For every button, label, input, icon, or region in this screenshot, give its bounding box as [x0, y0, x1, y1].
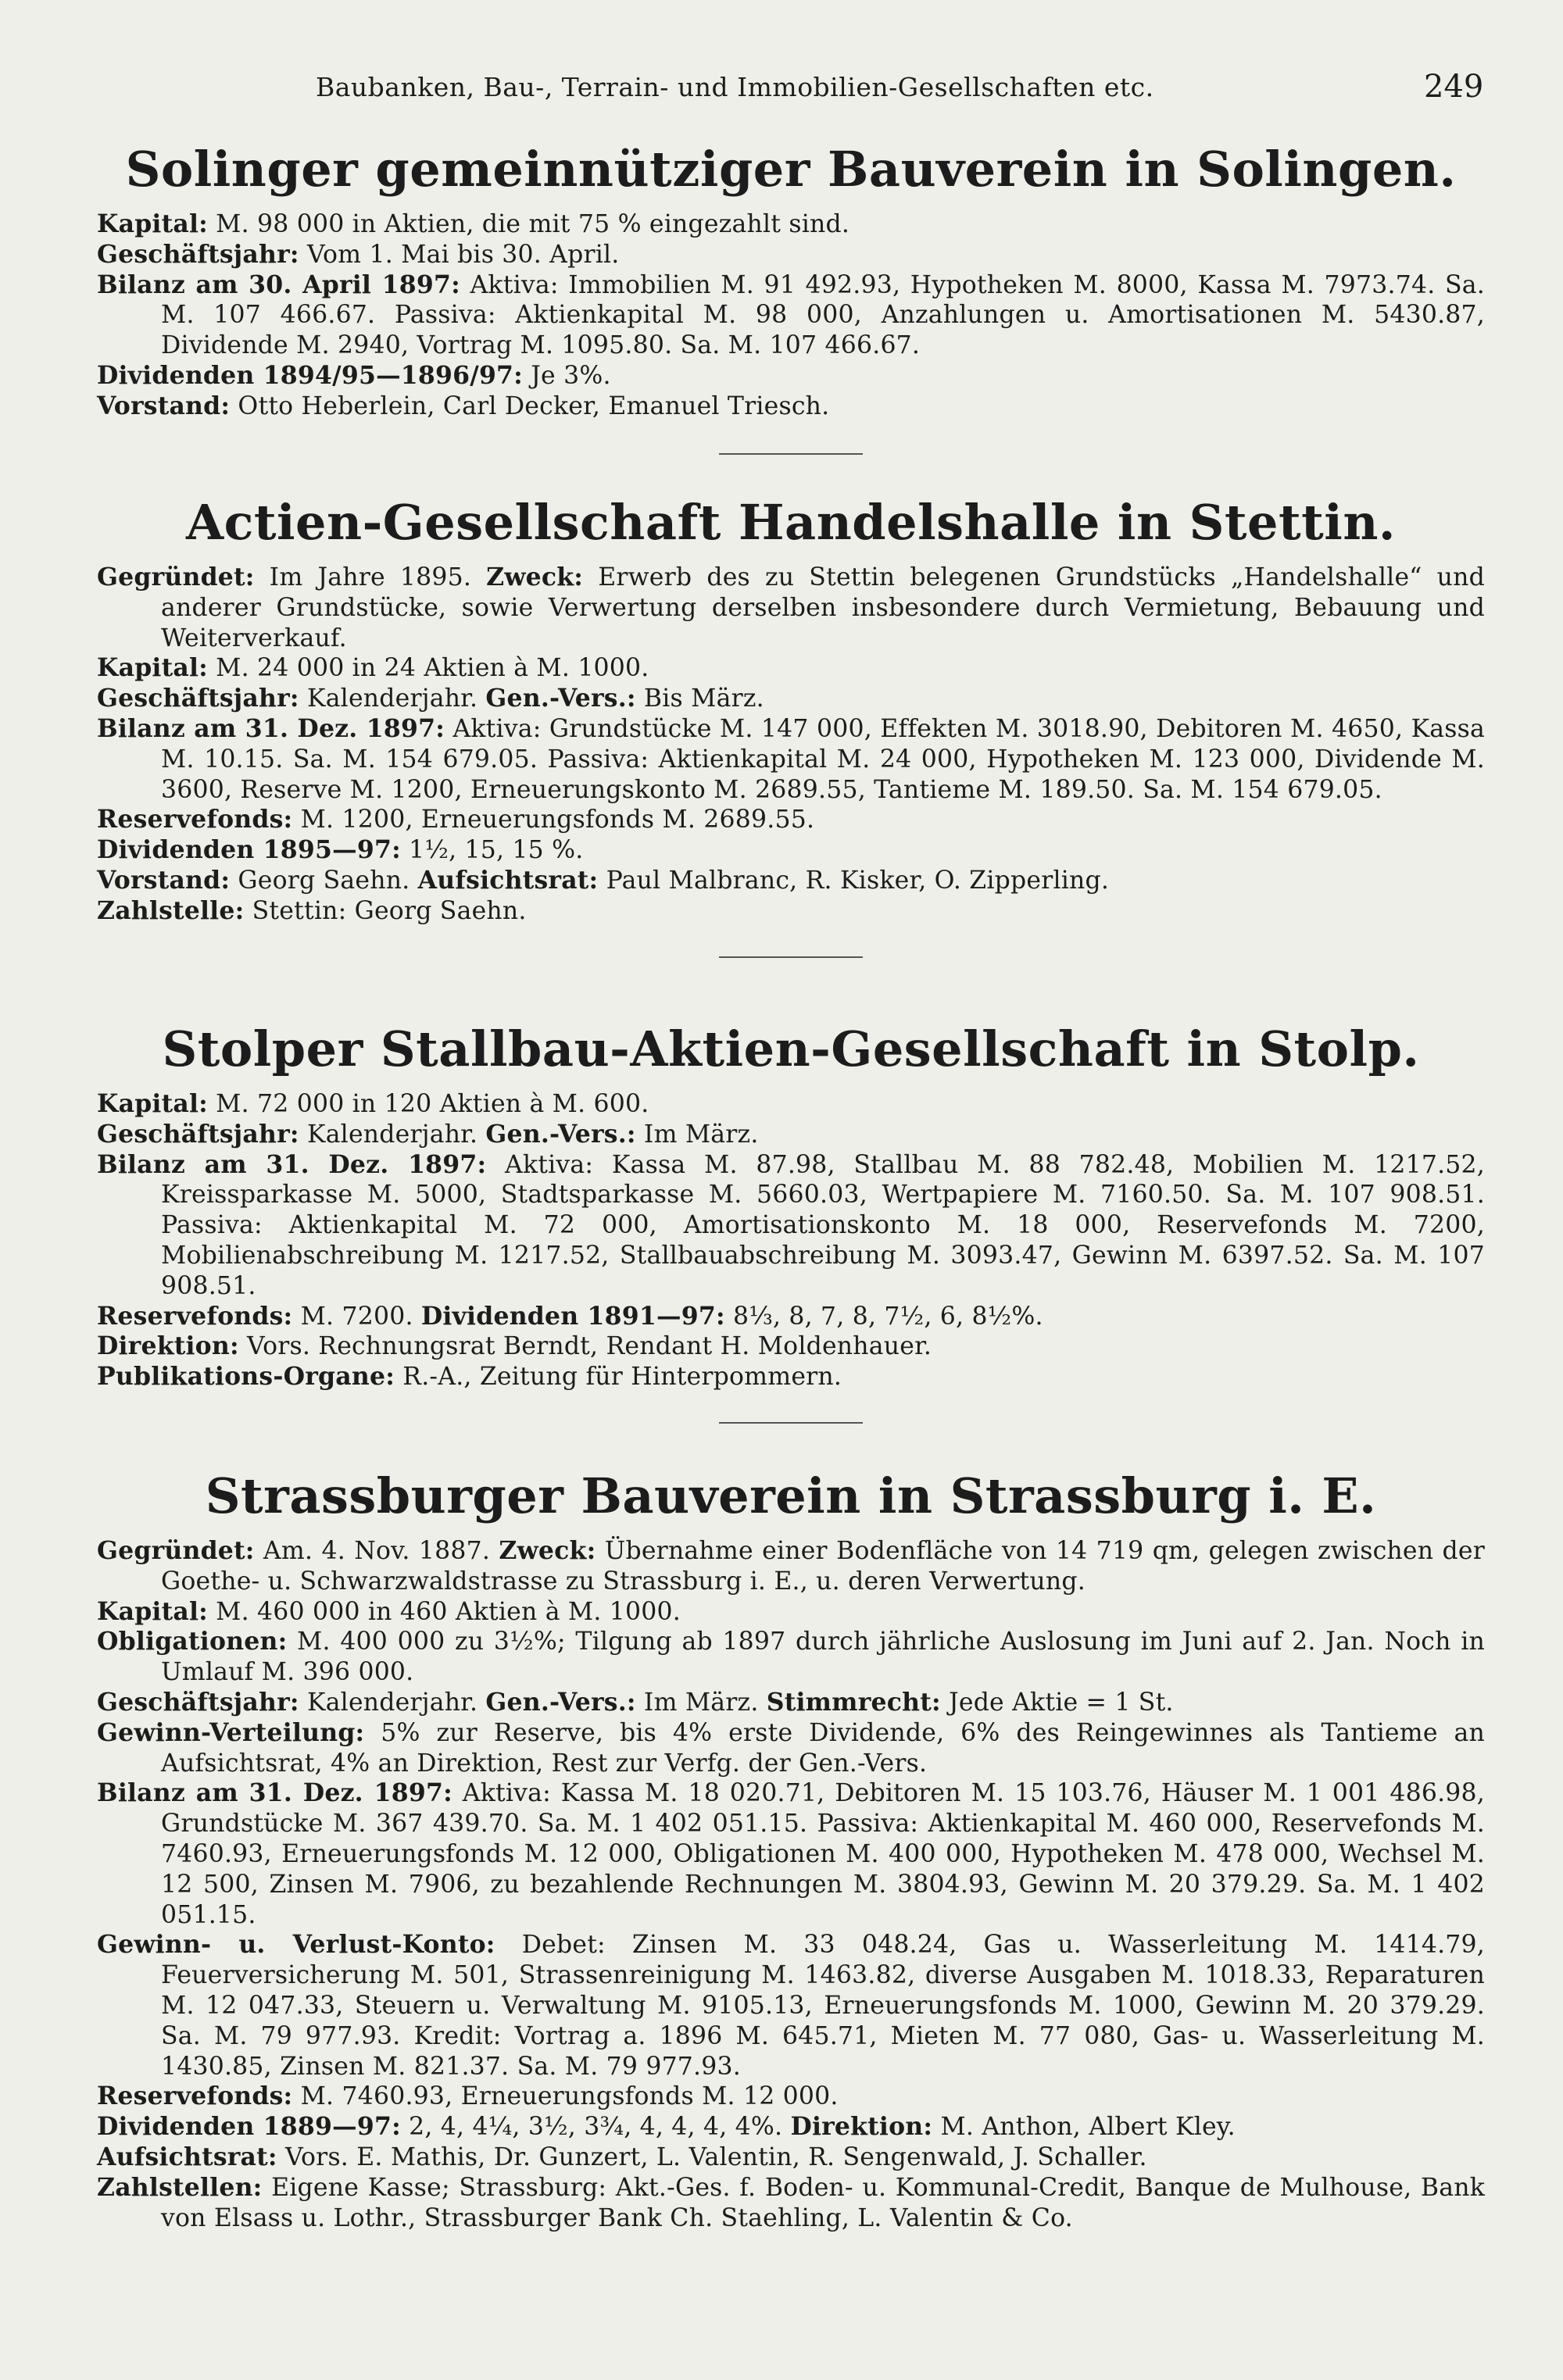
section-stolper [97, 1017, 1485, 1424]
section-title: Solinger gemeinnütziger Bauverein in Solingen. [125, 141, 1457, 198]
entry-geschaeftsjahr: Geschäftsjahr: Vom 1. Mai bis 30. April. [97, 239, 620, 269]
entry-obligationen: Obligationen: M. 400 000 zu 3½%; Tilgung ab 1897 durch jährliche Auslosung im Juni auf 2. Jan. Noch in Umlauf M. 396 000. [97, 1627, 1485, 1687]
entry-direktion: Direktion: Vors. Rechnungsrat Berndt, Rendant H. Moldenhauer. [97, 1331, 932, 1361]
page-number: 249 [1424, 69, 1484, 105]
entry-dividenden: Dividenden 1889—97: 2, 4, 4¼, 3½, 3¾, 4, 4, 4, 4%. Direktion: M. Anthon, Albert Kley. [97, 2112, 1236, 2142]
section-divider [719, 453, 863, 455]
entry-kapital: Kapital: M. 460 000 in 460 Aktien à M. 1000. [97, 1596, 681, 1626]
entry-zahlstelle: Zahlstelle: Stettin: Georg Saehn. [97, 895, 527, 925]
page-header [0, 69, 1563, 113]
section-divider [719, 956, 863, 958]
section-entries [97, 563, 1485, 927]
entry-kapital: Kapital: M. 98 000 in Aktien, die mit 75 % eingezahlt sind. [97, 209, 850, 238]
section-entries [97, 1089, 1485, 1392]
entry-dividenden: Dividenden 1895—97: 1½, 15, 15 %. [97, 835, 584, 865]
entry-bilanz: Bilanz am 31. Dez. 1897: Aktiva: Kassa M. 18 020.71, Debitoren M. 15 103.76, Häuser M. 1 001 486.98, Grundstücke M. 367 439.70. Sa. M. 1 402 051.15. Passiva: Aktienkapital M. 460 000, Reservefonds M. 7460.93, Erneuerungsfonds M. 12 000, Obligationen M. 400 000, Hypotheken M. 478 000, Wechsel M. 12 500, Zinsen M. 7906, zu bezahlende Rechnungen M. 3804.93, Gewinn M. 20 379.29. Sa. M. 1 402 051.15. [97, 1778, 1485, 1929]
entry-aufsichtsrat: Aufsichtsrat: Vors. E. Mathis, Dr. Gunzert, L. Valentin, R. Sengenwald, J. Schaller. [97, 2142, 1147, 2171]
entry-reservefonds: Reservefonds: M. 1200, Erneuerungsfonds M. 2689.55. [97, 805, 815, 834]
entry-bilanz: Bilanz am 31. Dez. 1897: Aktiva: Grundstücke M. 147 000, Effekten M. 3018.90, Debitoren M. 4650, Kassa M. 10.15. Sa. M. 154 679.05. Passiva: Aktienkapital M. 24 000, Hypotheken M. 123 000, Dividende M. 3600, Reserve M. 1200, Erneuerungskonto M. 2689.55, Tantieme M. 189.50. Sa. M. 154 679.05. [97, 713, 1485, 804]
section-entries [97, 209, 1485, 422]
entry-gegruendet: Gegründet: Am. 4. Nov. 1887. Zweck: Übernahme einer Bodenfläche von 14 719 qm, gelegen zwischen der Goethe- u. Schwarzwaldstrasse zu Strassburg i. E., u. deren Verwertung. [97, 1536, 1485, 1596]
section-strassburger [97, 1464, 1485, 2233]
entry-dividenden: Dividenden 1894/95—1896/97: Je 3%. [97, 360, 611, 390]
section-title: Actien-Gesellschaft Handelshalle in Stettin. [186, 494, 1396, 551]
entry-vorstand: Vorstand: Otto Heberlein, Carl Decker, Emanuel Triesch. [97, 391, 830, 420]
entry-gewinn-verlust-konto: Gewinn- u. Verlust-Konto: Debet: Zinsen M. 33 048.24, Gas u. Wasserleitung M. 1414.79, Feuerversicherung M. 501, Strassenreinigung M. 1463.82, diverse Ausgaben M. 1018.33, Reparaturen M. 12 047.33, Steuern u. Verwaltung M. 9105.13, Erneuerungsfonds M. 1000, Gewinn M. 20 379.29. Sa. M. 79 977.93. Kredit: Vortrag a. 1896 M. 645.71, Mieten M. 77 080, Gas- u. Wasserleitung M. 1430.85, Zinsen M. 821.37. Sa. M. 79 977.93. [97, 1930, 1485, 2081]
entry-kapital: Kapital: M. 24 000 in 24 Aktien à M. 1000. [97, 653, 649, 683]
entry-bilanz: Bilanz am 30. April 1897: Aktiva: Immobilien M. 91 492.93, Hypotheken M. 8000, Kassa M. 7973.74. Sa. M. 107 466.67. Passiva: Aktienkapital M. 98 000, Anzahlungen u. Amortisationen M. 5430.87, Dividende M. 2940, Vortrag M. 1095.80. Sa. M. 107 466.67. [97, 270, 1485, 360]
entry-bilanz: Bilanz am 31. Dez. 1897: Aktiva: Kassa M. 87.98, Stallbau M. 88 782.48, Mobilien M. 1217.52, Kreissparkasse M. 5000, Stadtsparkasse M. 5660.03, Wertpapiere M. 7160.50. Sa. M. 107 908.51. Passiva: Aktienkapital M. 72 000, Amortisationskonto M. 18 000, Reservefonds M. 7200, Mobilienabschreibung M. 1217.52, Stallbauabschreibung M. 3093.47, Gewinn M. 6397.52. Sa. M. 107 908.51. [97, 1149, 1486, 1300]
section-title: Stolper Stallbau-Aktien-Gesellschaft in Stolp. [162, 1020, 1420, 1077]
entry-publikations-organe: Publikations-Organe: R.-A., Zeitung für Hinterpommern. [97, 1362, 842, 1392]
section-solinger [97, 138, 1485, 455]
entry-reservefonds: Reservefonds: M. 7200. Dividenden 1891—97: 8⅓, 8, 7, 8, 7½, 6, 8½%. [97, 1301, 1043, 1331]
section-entries [97, 1536, 1485, 2233]
entry-zahlstellen: Zahlstellen: Eigene Kasse; Strassburg: Akt.-Ges. f. Boden- u. Kommunal-Credit, Banque de Mulhouse, Bank von Elsass u. Lothr., Strassburger Bank Ch. Staehling, L. Valentin & Co. [97, 2172, 1485, 2232]
entry-vorstand: Vorstand: Georg Saehn. Aufsichtsrat: Paul Malbranc, R. Kisker, O. Zipperling. [97, 865, 1110, 895]
entry-kapital: Kapital: M. 72 000 in 120 Aktien à M. 600. [97, 1089, 649, 1118]
entry-geschaeftsjahr: Geschäftsjahr: Kalenderjahr. Gen.-Vers.: Bis März. [97, 684, 764, 713]
entry-reservefonds: Reservefonds: M. 7460.93, Erneuerungsfonds M. 12 000. [97, 2082, 839, 2111]
running-head: Baubanken, Bau-, Terrain- und Immobilien-Gesellschaften etc. [316, 72, 1154, 102]
entry-gewinn-verteilung: Gewinn-Verteilung: 5% zur Reserve, bis 4% erste Dividende, 6% des Reingewinnes als Tantieme an Aufsichtsrat, 4% an Direktion, Rest zur Verfg. der Gen.-Vers. [97, 1717, 1485, 1778]
section-handelshalle [97, 491, 1485, 958]
entry-geschaeftsjahr: Geschäftsjahr: Kalenderjahr. Gen.-Vers.: Im März. Stimmrecht: Jede Aktie = 1 St. [97, 1687, 1174, 1717]
section-title: Strassburger Bauverein in Strassburg i. E. [205, 1467, 1377, 1524]
entry-gegruendet: Gegründet: Im Jahre 1895. Zweck: Erwerb des zu Stettin belegenen Grundstücks „Handelshalle“ und anderer Grundstücke, sowie Verwertung derselben insbesondere durch Vermietung, Bebauung und Weiterverkauf. [97, 563, 1485, 652]
entry-geschaeftsjahr: Geschäftsjahr: Kalenderjahr. Gen.-Vers.: Im März. [97, 1119, 759, 1149]
section-divider [719, 1422, 863, 1424]
